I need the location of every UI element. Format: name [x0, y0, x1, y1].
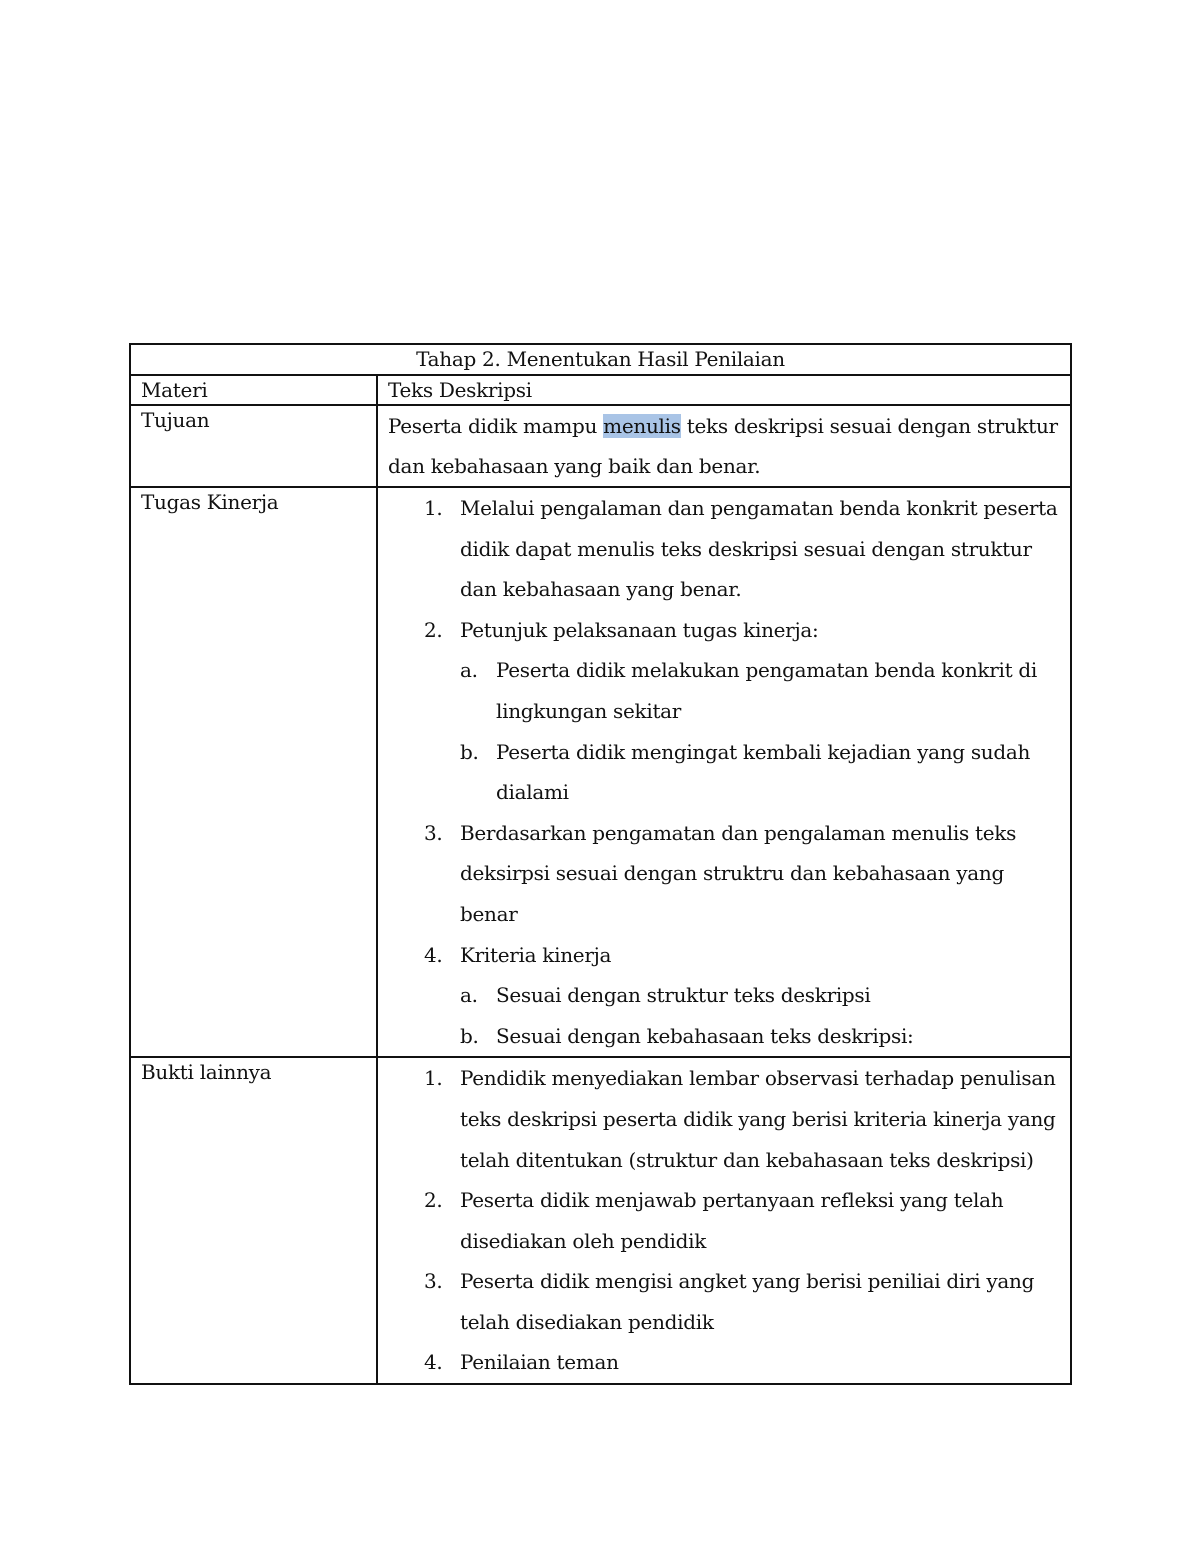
list-item — [388, 610, 1060, 813]
sub-list-item — [388, 732, 1060, 813]
sub-list-item — [388, 650, 1060, 731]
bukti-lainnya-row — [130, 1057, 1071, 1384]
tugas-kinerja-row — [130, 487, 1071, 1057]
list-item — [388, 1342, 1060, 1383]
list-marker: 3. — [424, 1269, 443, 1294]
list-marker: 1. — [424, 496, 443, 520]
list-marker: 4. — [424, 942, 443, 967]
list-item — [388, 1058, 1060, 1180]
title-row — [130, 344, 1071, 375]
list-item — [388, 813, 1060, 935]
list-item-text: Peserta didik mengisi angket yang berisi peniliai diri yang telah disediakan pendidik — [460, 1269, 1035, 1334]
sub-list-item — [388, 975, 1060, 1016]
list-item — [388, 1180, 1060, 1261]
tugas-kinerja-list — [388, 488, 1060, 1056]
list-item-text: Kriteria kinerja — [460, 942, 612, 967]
assessment-table — [129, 343, 1072, 1385]
list-item-text: Melalui pengalaman dan pengamatan benda konkrit peserta didik dapat menulis teks deskripsi sesuai dengan struktur dan kebahasaan yang benar. — [460, 496, 1058, 602]
list-marker: 1. — [424, 1066, 443, 1091]
sub-list-item-text: Peserta didik melakukan pengamatan benda konkrit di lingkungan sekitar — [496, 658, 1037, 723]
sub-list-item — [388, 1016, 1060, 1057]
list-item-text: Berdasarkan pengamatan dan pengalaman menulis teks deksirpsi sesuai dengan struktru dan kebahasaan yang benar — [460, 820, 1017, 926]
list-item-text: Peserta didik menjawab pertanyaan refleksi yang telah disediakan oleh pendidik — [460, 1188, 1004, 1253]
materi-row — [130, 375, 1071, 405]
list-marker: 2. — [424, 617, 443, 642]
tujuan-row — [130, 405, 1071, 487]
table-title: Tahap 2. Menentukan Hasil Penilaian — [130, 344, 1071, 375]
sub-list-item-text: Sesuai dengan kebahasaan teks deskripsi: — [496, 1023, 914, 1048]
tujuan-label: Tujuan — [130, 405, 377, 487]
materi-value: Teks Deskripsi — [377, 375, 1071, 405]
list-item-text: Petunjuk pelaksanaan tugas kinerja: — [460, 617, 819, 642]
sub-list-marker: a. — [460, 658, 478, 683]
sub-list-marker: b. — [460, 1023, 479, 1048]
bukti-lainnya-list — [388, 1058, 1060, 1383]
highlighted-word[interactable]: menulis — [603, 414, 681, 438]
sub-list-item-text: Peserta didik mengingat kembali kejadian yang sudah dialami — [496, 739, 1031, 805]
list-item — [388, 488, 1060, 610]
sub-list-item-text: Sesuai dengan struktur teks deskripsi — [496, 983, 871, 1008]
sub-list-marker: a. — [460, 983, 478, 1008]
sub-list — [460, 650, 1060, 812]
tugas-kinerja-content — [377, 487, 1071, 1057]
list-item-text: Penilaian teman — [460, 1350, 619, 1375]
list-marker: 2. — [424, 1188, 443, 1213]
tujuan-text-after: teks deskripsi sesuai dengan struktur dan kebahasaan yang baik dan benar. — [388, 414, 1058, 478]
list-marker: 4. — [424, 1350, 443, 1375]
materi-label: Materi — [130, 375, 377, 405]
sub-list — [460, 975, 1060, 1056]
tugas-kinerja-label: Tugas Kinerja — [130, 487, 377, 1057]
list-item — [388, 935, 1060, 1057]
list-item — [388, 1261, 1060, 1342]
tujuan-value — [377, 405, 1071, 487]
tujuan-text-before: Peserta didik mampu — [388, 414, 604, 438]
list-marker: 3. — [424, 820, 443, 845]
list-item-text: Pendidik menyediakan lembar observasi terhadap penulisan teks deskripsi peserta didik yang berisi kriteria kinerja yang telah ditentukan (struktur dan kebahasaan teks deskripsi) — [460, 1066, 1056, 1172]
sub-list-marker: b. — [460, 739, 479, 764]
bukti-lainnya-content — [377, 1057, 1071, 1384]
bukti-lainnya-label: Bukti lainnya — [130, 1057, 377, 1384]
